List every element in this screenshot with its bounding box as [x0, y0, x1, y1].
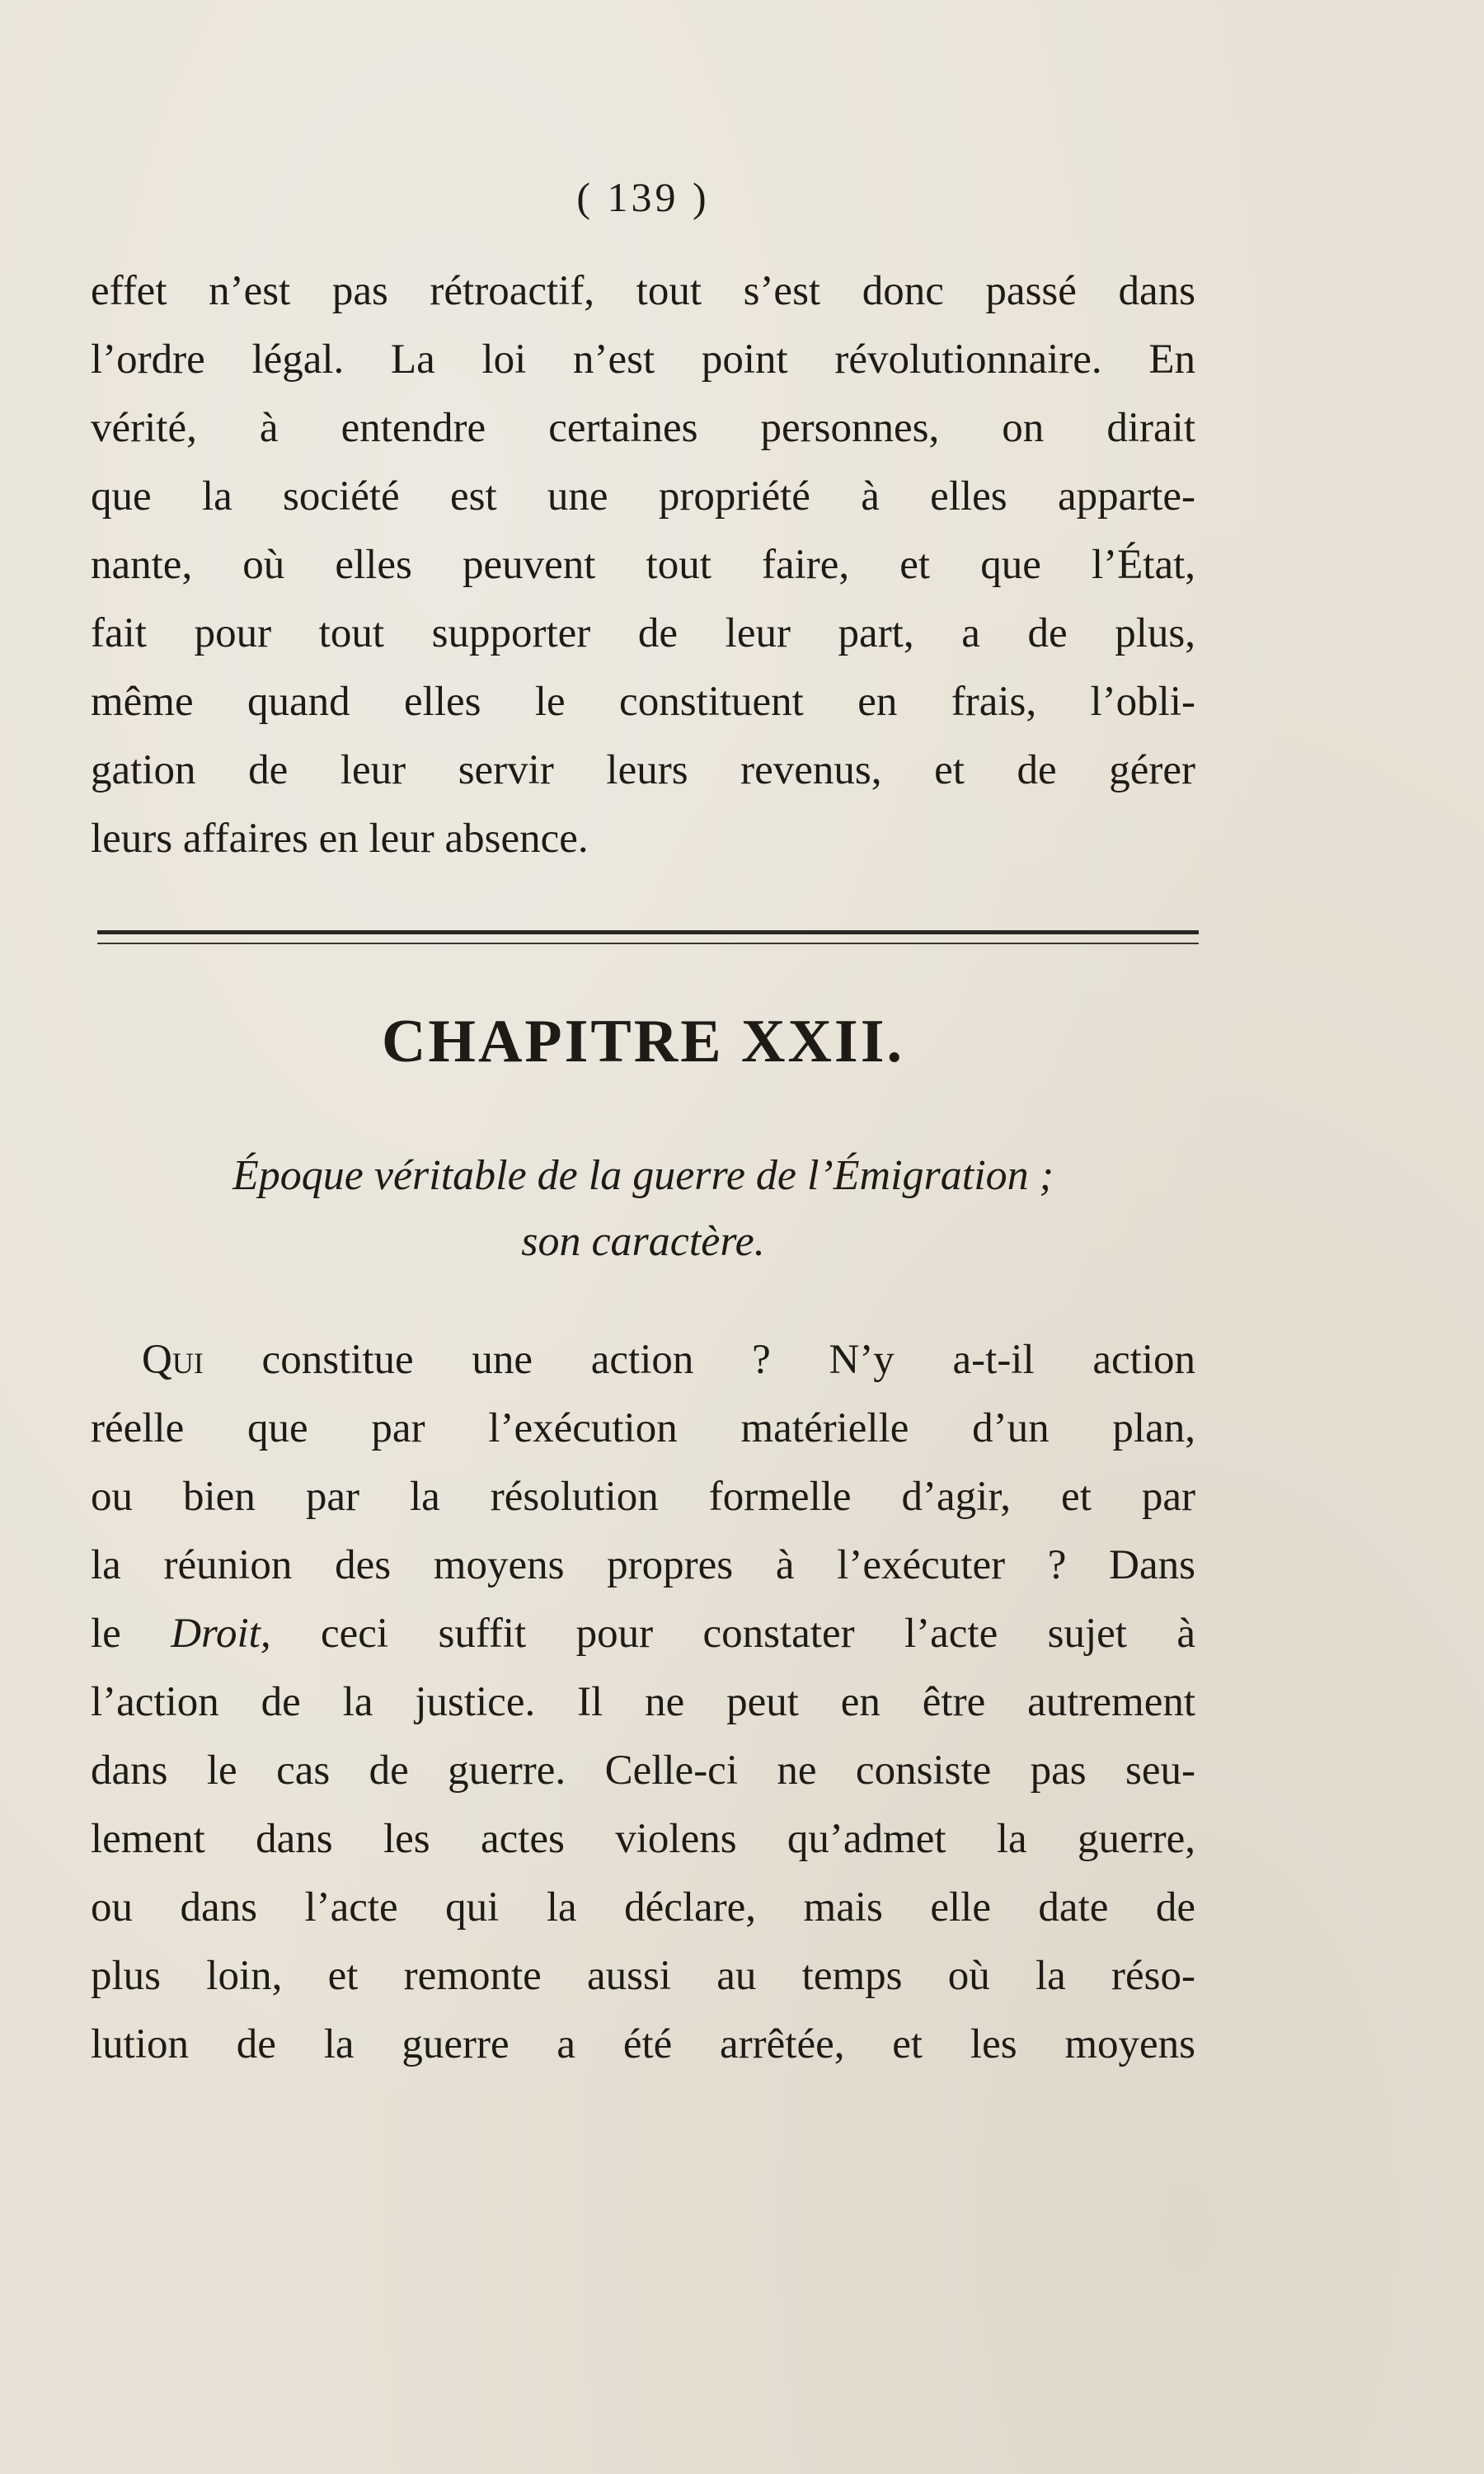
text-line: leurs affaires en leur absence. [91, 816, 589, 862]
text-line: dans le cas de guerre. Celle-ci ne consiste pas seu- [91, 1747, 1195, 1794]
text-line: nante, où elles peuvent tout faire, et que l’État, [91, 542, 1195, 588]
subtitle-line: Époque véritable de la guerre de l’Émigration ; [232, 1152, 1054, 1199]
text-line: effet n’est pas rétroactif, tout s’est donc passé dans [91, 268, 1195, 314]
divider-rule-thin [97, 943, 1199, 944]
subtitle-line: son caractère. [521, 1218, 765, 1265]
text-line: ou bien par la résolution formelle d’agir, et par [91, 1474, 1195, 1520]
text-line: la réunion des moyens propres à l’exécuter ? Dans [91, 1542, 1195, 1588]
text-line: l’ordre légal. La loi n’est point révolutionnaire. En [91, 336, 1195, 383]
text-line: l’action de la justice. Il ne peut en être autrement [91, 1679, 1195, 1725]
text-line: lution de la guerre a été arrêtée, et les moyens [91, 2021, 1195, 2067]
text-fragment: ceci suffit pour constater l’acte sujet à [270, 1611, 1195, 1657]
text-line [91, 1600, 1195, 1668]
text-line: lement dans les actes violens qu’admet la guerre, [91, 1816, 1195, 1862]
text-line: que la société est une propriété à elles apparte- [91, 473, 1195, 520]
body-paragraph [91, 1326, 1195, 2079]
top-paragraph [91, 257, 1195, 873]
text-line: ou dans l’acte qui la déclare, mais elle date de [91, 1884, 1195, 1931]
page-number: ( 139 ) [576, 174, 710, 220]
text-line: fait pour tout supporter de leur part, a de plus, [91, 610, 1195, 656]
text-fragment: le [91, 1611, 171, 1657]
divider-rule-thick [97, 930, 1199, 934]
italic-term: Droit, [171, 1611, 271, 1657]
drop-word: Qui [142, 1337, 204, 1383]
chapter-heading: CHAPITRE XXII. [381, 1008, 905, 1075]
text-fragment: constitue une action ? N’y a-t-il action [203, 1337, 1195, 1383]
text-line: réelle que par l’exécution matérielle d’un plan, [91, 1405, 1195, 1451]
text-line: plus loin, et remonte aussi au temps où la réso- [91, 1953, 1195, 1999]
text-line [91, 1326, 1195, 1395]
text-line: même quand elles le constituent en frais, l’obli- [91, 679, 1195, 725]
text-line: gation de leur servir leurs revenus, et de gérer [91, 747, 1195, 793]
chapter-subtitle [91, 1143, 1195, 1275]
text-line: vérité, à entendre certaines personnes, on dirait [91, 405, 1195, 451]
